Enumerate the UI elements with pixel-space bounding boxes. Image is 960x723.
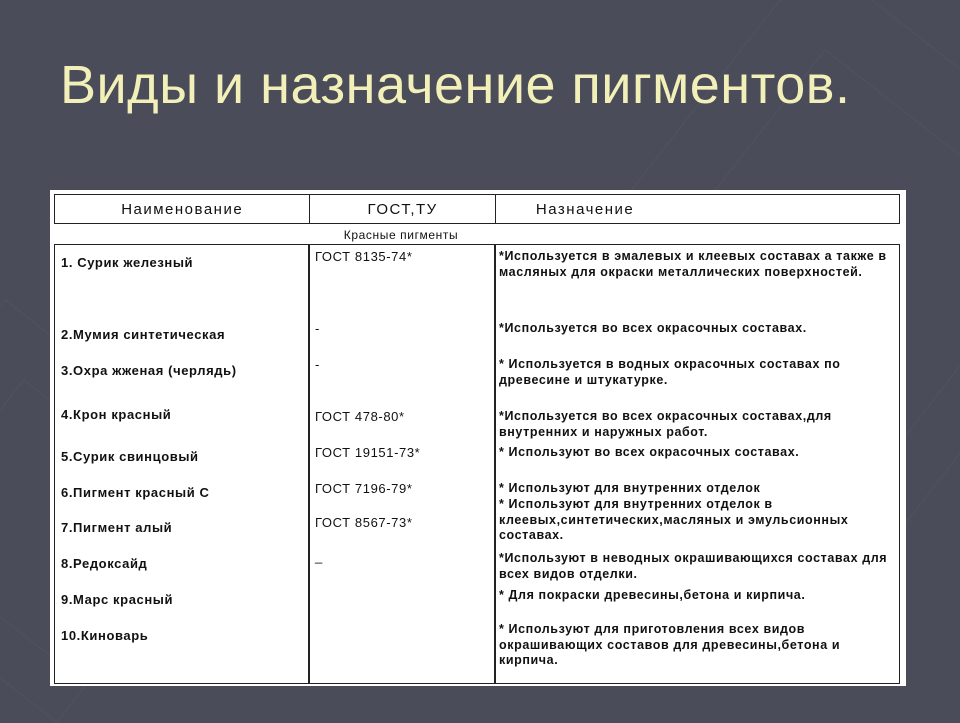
- row-purpose: * Используют для внутренних отделок в клеевых,синтетических,масляных и эмульсионных составах.: [499, 497, 849, 542]
- row-name: 4.Крон красный: [61, 407, 172, 422]
- row-gost: ГОСТ 19151-73*: [315, 445, 421, 460]
- row-purpose: * Используют для приготовления всех видов окрашивающих составов для древесины,бетона и кирпича.: [499, 622, 841, 667]
- row-gost: ГОСТ 8567-73*: [315, 515, 413, 530]
- row-purpose: *Используется во всех окрасочных составах.: [499, 321, 807, 335]
- header-gost: ГОСТ,ТУ: [310, 195, 496, 223]
- row-purpose: * Используется в водных окрасочных составах по древесине и штукатурке.: [499, 357, 841, 387]
- row-gost: ГОСТ 478-80*: [315, 409, 405, 424]
- row-gost: _: [315, 549, 323, 564]
- gost-column: [308, 244, 496, 684]
- row-name: 6.Пигмент красный С: [61, 485, 210, 500]
- row-gost: -: [315, 357, 320, 372]
- table-header-row: [54, 194, 900, 224]
- pigments-table: [50, 190, 906, 686]
- row-purpose: *Используется во всех окрасочных составах,для внутренних и наружных работ.: [499, 409, 832, 439]
- row-purpose: *Используется в эмалевых и клеевых составах а также в масляных для окраски металлических поверхностей.: [499, 249, 887, 279]
- row-name: 2.Мумия синтетическая: [61, 327, 226, 342]
- row-gost: ГОСТ 8135-74*: [315, 249, 413, 264]
- header-purpose: Назначение: [535, 200, 635, 218]
- row-name: 5.Сурик свинцовый: [61, 449, 199, 464]
- row-name: 10.Киноварь: [61, 628, 149, 643]
- row-name: 9.Марс красный: [61, 592, 174, 607]
- slide-title: Виды и назначение пигментов.: [60, 55, 851, 115]
- row-purpose: * Используют для внутренних отделок: [499, 481, 761, 495]
- row-name: 8.Редоксайд: [61, 556, 148, 571]
- row-gost: ГОСТ 7196-79*: [315, 481, 413, 496]
- row-purpose: * Используют во всех окрасочных составах.: [499, 445, 800, 459]
- row-name: 1. Сурик железный: [61, 255, 194, 270]
- purpose-column: [494, 244, 900, 684]
- row-gost: -: [315, 321, 320, 336]
- name-column: [54, 244, 310, 684]
- row-name: 7.Пигмент алый: [61, 520, 173, 535]
- row-name: 3.Охра жженая (черлядь): [61, 363, 237, 378]
- category-label: Красные пигменты: [343, 228, 459, 242]
- row-purpose: * Для покраски древесины,бетона и кирпича.: [499, 588, 806, 602]
- row-purpose: *Используют в неводных окрашивающихся составах для всех видов отделки.: [499, 551, 888, 581]
- header-name: Наименование: [55, 195, 310, 223]
